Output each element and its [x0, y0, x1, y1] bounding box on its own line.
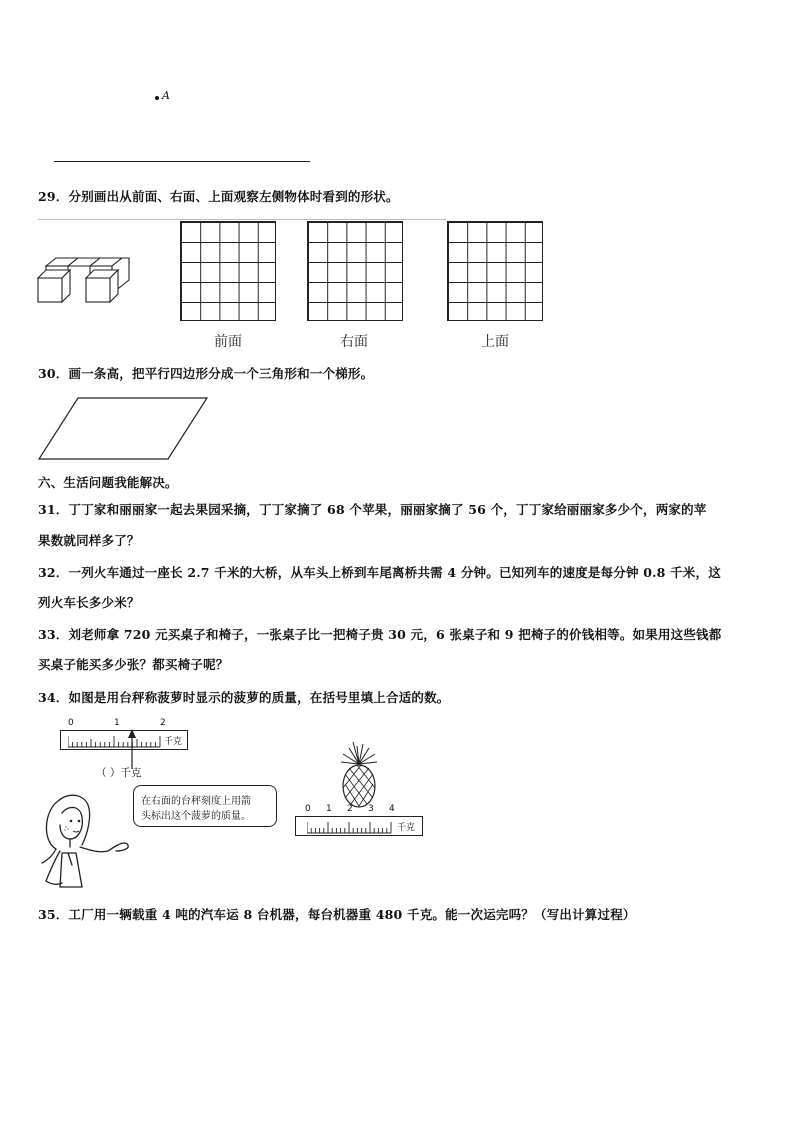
question-35: 35．工厂用一辆载重 4 吨的汽车运 8 台机器，每台机器重 480 千克。能一次运完吗？（写出计算过程） — [38, 907, 636, 922]
left-scale-unit: 千克 — [164, 737, 183, 747]
cube-solid-figure — [36, 256, 132, 306]
question-32-line2: 列火车长多少米？ — [38, 595, 140, 610]
speech-bubble — [133, 785, 277, 827]
question-32-line1: 32．一列火车通过一座长 2.7 千米的大桥，从车头上桥到车尾离桥共需 4 分钟。已知列车的速度是每分钟 0.8 千米，这 — [38, 565, 721, 580]
right-scale-tick-1: 1 — [326, 804, 332, 814]
question-29: 29．分别画出从前面、右面、上面观察左侧物体时看到的形状。 — [38, 189, 399, 204]
right-scale-ruler-ticks — [307, 818, 395, 834]
right-scale-tick-0: 0 — [305, 804, 311, 814]
right-scale-unit: 千克 — [397, 823, 416, 833]
question-33-line2: 买桌子能买多少张？都买椅子呢？ — [38, 657, 229, 672]
left-scale — [58, 718, 188, 754]
speech-text-line1: 在右面的台秤刻度上用箭 — [141, 796, 251, 807]
question-34: 34．如图是用台秤称菠萝时显示的菠萝的质量，在括号里填上合适的数。 — [38, 690, 450, 705]
right-view-grid[interactable] — [307, 221, 403, 321]
point-a-dot — [155, 96, 159, 100]
caption-front: 前面 — [214, 334, 242, 350]
speech-text-line2: 头标出这个菠萝的质量。 — [141, 811, 251, 822]
point-a-label: A — [162, 89, 170, 102]
right-scale-tick-3: 3 — [368, 804, 374, 814]
answer-blank[interactable]: （ ）千克 — [96, 767, 142, 779]
question-31-line2: 果数就同样多了？ — [38, 533, 140, 548]
line-segment — [54, 161, 310, 162]
question-31-line1: 31．丁丁家和丽丽家一起去果园采摘，丁丁家摘了 68 个苹果，丽丽家摘了 56 个，丁丁家给丽丽家多少个，两家的苹 — [38, 502, 707, 517]
question-30: 30．画一条高，把平行四边形分成一个三角形和一个梯形。 — [38, 366, 374, 381]
left-scale-tick-0: 0 — [68, 718, 74, 728]
teacher-illustration — [38, 791, 138, 891]
right-scale-tick-2: 2 — [347, 804, 353, 814]
caption-right: 右面 — [340, 334, 368, 350]
parallelogram-figure[interactable] — [38, 397, 210, 461]
left-scale-tick-1: 1 — [114, 718, 120, 728]
left-scale-tick-2: 2 — [160, 718, 166, 728]
pineapple-image — [333, 742, 385, 808]
left-scale-ruler-ticks — [68, 732, 164, 748]
divider-line — [38, 219, 446, 220]
question-33-line1: 33．刘老师拿 720 元买桌子和椅子，一张桌子比一把椅子贵 30 元，6 张桌子和 9 把椅子的价钱相等。如果用这些钱都 — [38, 627, 722, 642]
right-scale[interactable] — [293, 804, 423, 838]
right-scale-tick-4: 4 — [389, 804, 395, 814]
arrow-icon — [127, 729, 137, 769]
front-view-grid[interactable] — [180, 221, 276, 321]
caption-top: 上面 — [481, 334, 509, 350]
section-6-heading: 六、生活问题我能解决。 — [38, 475, 178, 490]
top-view-grid[interactable] — [447, 221, 543, 321]
